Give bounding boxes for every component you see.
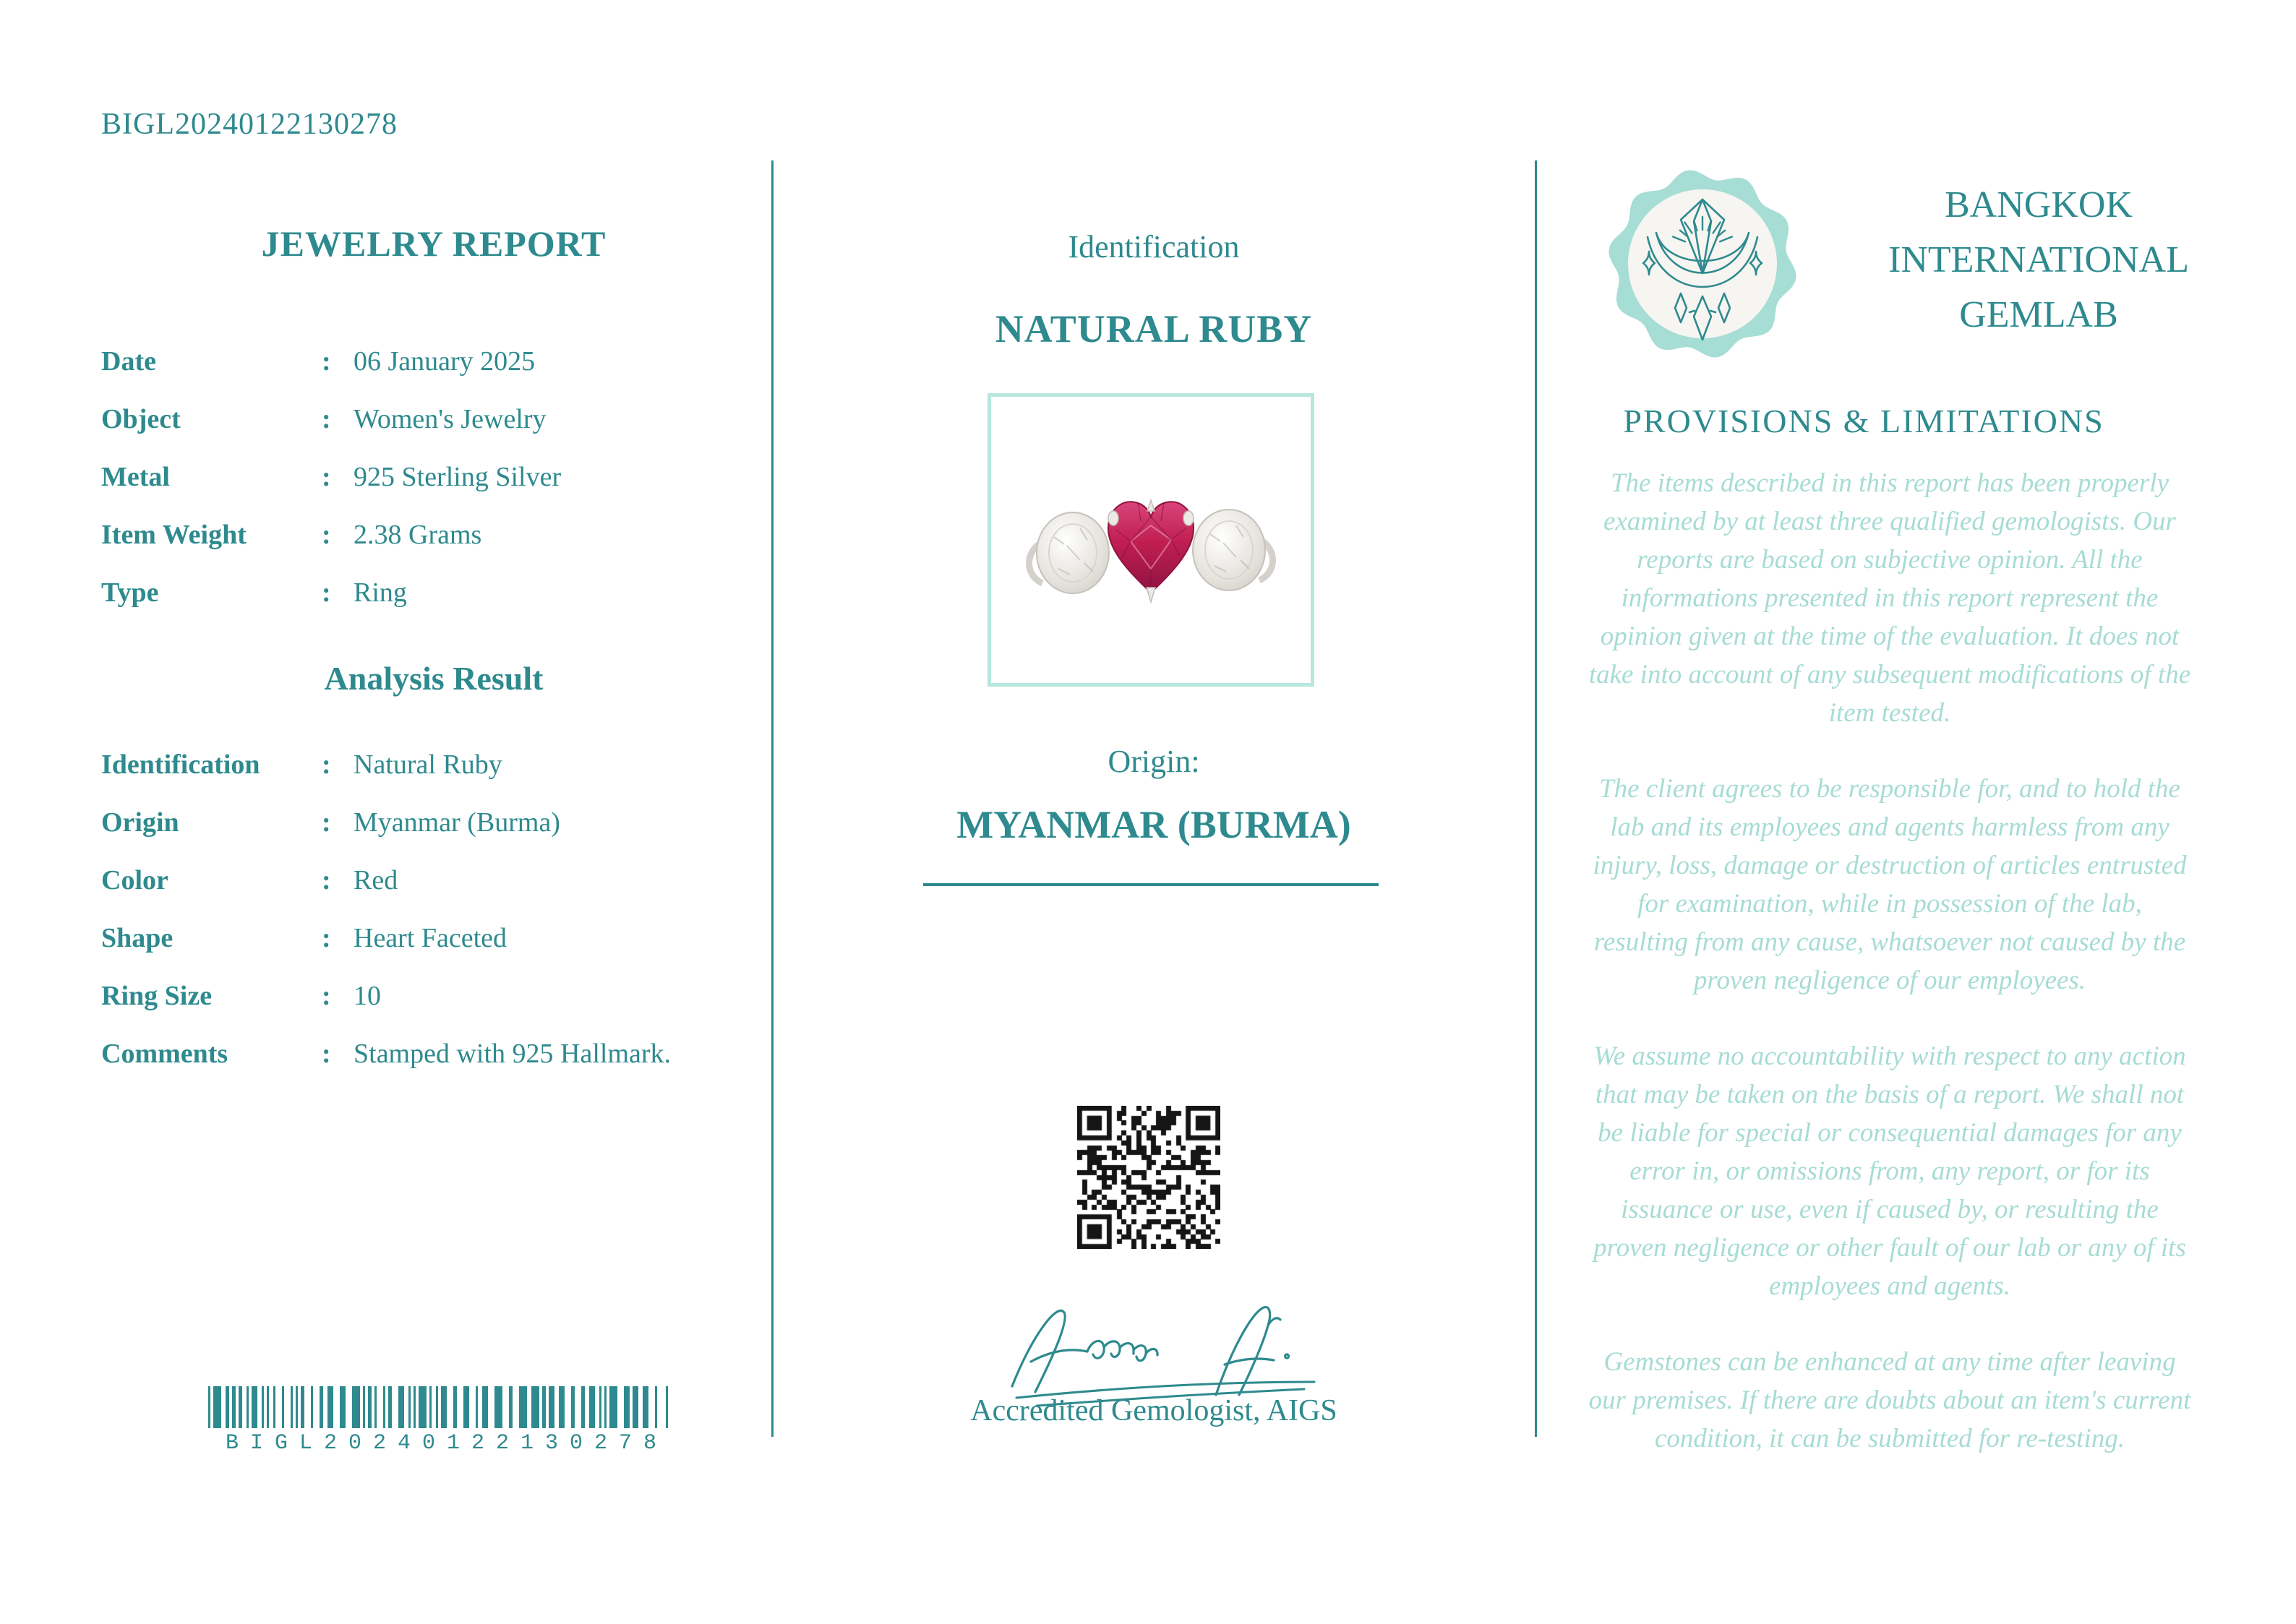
panel-divider	[771, 160, 774, 1437]
provisions-title: PROVISIONS & LIMITATIONS	[1623, 403, 2104, 439]
table-row	[101, 980, 766, 1038]
row-colon: :	[322, 577, 331, 608]
report-number: BIGL20240122130278	[101, 108, 398, 141]
table-row	[101, 577, 766, 635]
row-value: 06 January 2025	[354, 346, 536, 377]
row-colon: :	[322, 520, 331, 550]
table-row	[101, 749, 766, 807]
row-label: Object	[101, 404, 181, 434]
row-label: Origin	[101, 807, 179, 838]
provisions-paragraph: The items described in this report has been properly examined by at least three qualified gemologists. Our reports are based on subjective opinion. All the informations presented in this report represent the opinion given at the time of the evaluation. It does not take into account of any subsequent modifications of the item tested.	[1588, 468, 2191, 728]
row-colon: :	[322, 346, 331, 377]
row-label: Type	[101, 577, 159, 608]
barcode-text: BIGL20240122130278	[225, 1431, 669, 1456]
row-colon: :	[322, 807, 331, 838]
table-row	[101, 519, 766, 577]
details-table	[101, 345, 766, 635]
origin-value: MYANMAR (BURMA)	[956, 803, 1351, 846]
analysis-result-title: Analysis Result	[324, 660, 544, 697]
table-row	[101, 345, 766, 403]
row-label: Item Weight	[101, 520, 247, 550]
table-row	[101, 864, 766, 922]
panel-divider	[1535, 160, 1537, 1437]
row-label: Shape	[101, 923, 174, 953]
table-row	[101, 1038, 766, 1096]
ruby-ring-photo	[1006, 460, 1295, 627]
table-row	[101, 807, 766, 864]
row-colon: :	[322, 981, 331, 1011]
lab-name-line: GEMLAB	[1959, 294, 2118, 335]
row-colon: :	[322, 1039, 331, 1069]
row-colon: :	[322, 404, 331, 434]
provisions-paragraph: The client agrees to be responsible for, and to hold the lab and its employees and agents harmless from any injury, loss, damage or destruction of articles entrusted for examination, while in possession of the lab, resulting from any cause, whatsoever not caused by the proven negligence of our employees.	[1593, 774, 2187, 995]
gemlab-logo-icon	[1606, 163, 1799, 363]
row-value: Stamped with 925 Hallmark.	[354, 1039, 672, 1069]
row-label: Date	[101, 346, 156, 377]
page-title: JEWELRY REPORT	[261, 223, 607, 264]
row-value: Ring	[354, 577, 407, 608]
table-row	[101, 403, 766, 461]
row-label: Comments	[101, 1039, 228, 1069]
provisions-paragraphs	[1564, 464, 2215, 1495]
analysis-table	[101, 749, 766, 1096]
row-value: Natural Ruby	[354, 749, 502, 780]
row-value: Myanmar (Burma)	[354, 807, 560, 838]
row-colon: :	[322, 749, 331, 780]
row-label: Identification	[101, 749, 260, 780]
lab-name	[1822, 178, 2256, 343]
row-label: Color	[101, 865, 168, 895]
barcode-bars-icon	[208, 1386, 668, 1428]
identification-heading: Identification	[1068, 229, 1240, 265]
provisions-paragraph: We assume no accountability with respect to any action that may be taken on the basis of a report. We shall not be liable for special or consequential damages for any error in, or omissions from, any report, or for its issuance or use, even if caused by, or resulting the proven negligence or other fault of our lab or any of its employees and agents.	[1593, 1041, 2186, 1301]
row-value: Heart Faceted	[354, 923, 507, 953]
row-colon: :	[322, 865, 331, 895]
gemologist-signature	[999, 1279, 1355, 1406]
barcode	[208, 1386, 668, 1428]
row-value: 925 Sterling Silver	[354, 462, 562, 492]
lab-name-line: INTERNATIONAL	[1888, 239, 2189, 280]
qr-code	[1077, 1106, 1220, 1249]
origin-heading: Origin:	[1108, 744, 1200, 779]
row-colon: :	[322, 462, 331, 492]
row-value: Women's Jewelry	[354, 404, 547, 434]
row-colon: :	[322, 923, 331, 953]
table-row	[101, 922, 766, 980]
gem-name: NATURAL RUBY	[995, 307, 1313, 351]
row-value: Red	[354, 865, 398, 895]
row-label: Metal	[101, 462, 170, 492]
origin-underline	[923, 883, 1379, 886]
provisions-paragraph: Gemstones can be enhanced at any time after leaving our premises. If there are doubts about an item's current condition, it can be submitted for re-testing.	[1588, 1347, 2191, 1453]
row-value: 2.38 Grams	[354, 520, 482, 550]
jewelry-photo-frame	[988, 393, 1314, 687]
lab-name-line: BANGKOK	[1945, 184, 2133, 225]
table-row	[101, 461, 766, 519]
signer-title: Accredited Gemologist, AIGS	[970, 1394, 1337, 1427]
row-value: 10	[354, 981, 381, 1011]
row-label: Ring Size	[101, 981, 213, 1011]
